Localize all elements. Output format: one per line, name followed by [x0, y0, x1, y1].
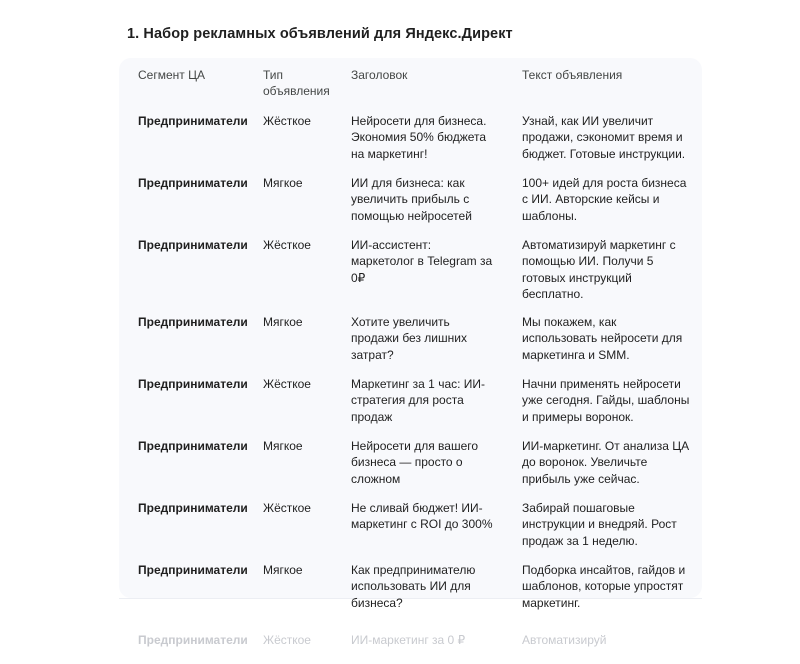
cell-segment: Предприниматели: [138, 176, 248, 190]
header-row: [119, 58, 702, 113]
header-segment: Сегмент ЦА: [138, 68, 205, 82]
cell-type: Мягкое: [263, 176, 303, 190]
cell-segment: Предприниматели: [138, 501, 248, 516]
cell-text: Забирай пошаговые инструкции и внедряй. Рост продаж за 1 неделю.: [522, 501, 677, 548]
cell-text: Начни применять нейросети уже сегодня. Гайды, шаблоны и примеры воронок.: [522, 377, 690, 424]
cell-text: Мы покажем, как использовать нейросети для маркетинга и SMM.: [522, 315, 683, 362]
cell-headline: Нейросети для вашего бизнеса — просто о сложном: [351, 439, 479, 486]
cell-text: Автоматизируй маркетинг с помощью ИИ. Получи 5 готовых инструкций бесплатно.: [522, 238, 676, 301]
cell-type: Мягкое: [263, 563, 303, 578]
header-text: Текст объявления: [522, 68, 623, 82]
cell-type: Жёсткое: [263, 377, 311, 392]
table-row: [119, 562, 702, 624]
cell-segment: Предприниматели: [138, 439, 248, 454]
table-header: [119, 58, 702, 113]
cell-type: Жёсткое: [263, 501, 311, 516]
cell-headline: Маркетинг за 1 час: ИИ-стратегия для роста продаж: [351, 377, 486, 424]
cell-headline: ИИ для бизнеса: как увеличить прибыль с помощью нейросетей: [351, 176, 472, 223]
cell-segment: Предприниматели: [138, 114, 248, 128]
header-headline: Заголовок: [351, 68, 408, 82]
cell-headline: Не сливай бюджет! ИИ-маркетинг с ROI до 300%: [351, 501, 493, 532]
cell-text: 100+ идей для роста бизнеса с ИИ. Авторские кейсы и шаблоны.: [522, 176, 687, 223]
table-row-partial: [119, 624, 702, 664]
cell-headline: ИИ-маркетинг за 0 ₽: [351, 633, 466, 648]
cell-type: Мягкое: [263, 439, 303, 454]
cell-text: Автоматизируй: [522, 633, 607, 648]
header-type: Тип объявления: [263, 68, 330, 99]
cell-text: ИИ-маркетинг. От анализа ЦА до воронок. Увеличьте прибыль уже сейчас.: [522, 439, 690, 486]
cell-segment: Предприниматели: [138, 238, 248, 252]
ads-table: [119, 58, 702, 664]
cell-type: Жёсткое: [263, 238, 311, 252]
table-row: [119, 376, 702, 438]
cell-segment: Предприниматели: [138, 633, 248, 648]
cell-type: Жёсткое: [263, 633, 311, 648]
table-body: [119, 113, 702, 664]
cell-type: Жёсткое: [263, 114, 311, 128]
table-row: [119, 314, 702, 376]
table-row: [119, 237, 702, 314]
cell-headline: Хотите увеличить продажи без лишних затрат?: [351, 315, 467, 362]
cell-segment: Предприниматели: [138, 377, 248, 392]
table-row: [119, 500, 702, 562]
cell-headline: Нейросети для бизнеса. Экономия 50% бюджета на маркетинг!: [351, 114, 487, 161]
section-title: 1. Набор рекламных объявлений для Яндекс.Директ: [127, 26, 513, 42]
table-row: [119, 113, 702, 175]
cell-text: Подборка инсайтов, гайдов и шаблонов, которые упростят маркетинг.: [522, 563, 686, 610]
table-row: [119, 438, 702, 500]
cell-headline: ИИ-ассистент: маркетолог в Telegram за 0₽: [351, 238, 493, 285]
cell-text: Узнай, как ИИ увеличит продажи, сэкономит время и бюджет. Готовые инструкции.: [522, 114, 686, 161]
cell-segment: Предприниматели: [138, 563, 248, 578]
cell-headline: Как предпринимателю использовать ИИ для бизнеса?: [351, 563, 476, 610]
cell-type: Мягкое: [263, 315, 303, 330]
table-row: [119, 175, 702, 237]
cell-segment: Предприниматели: [138, 315, 248, 330]
